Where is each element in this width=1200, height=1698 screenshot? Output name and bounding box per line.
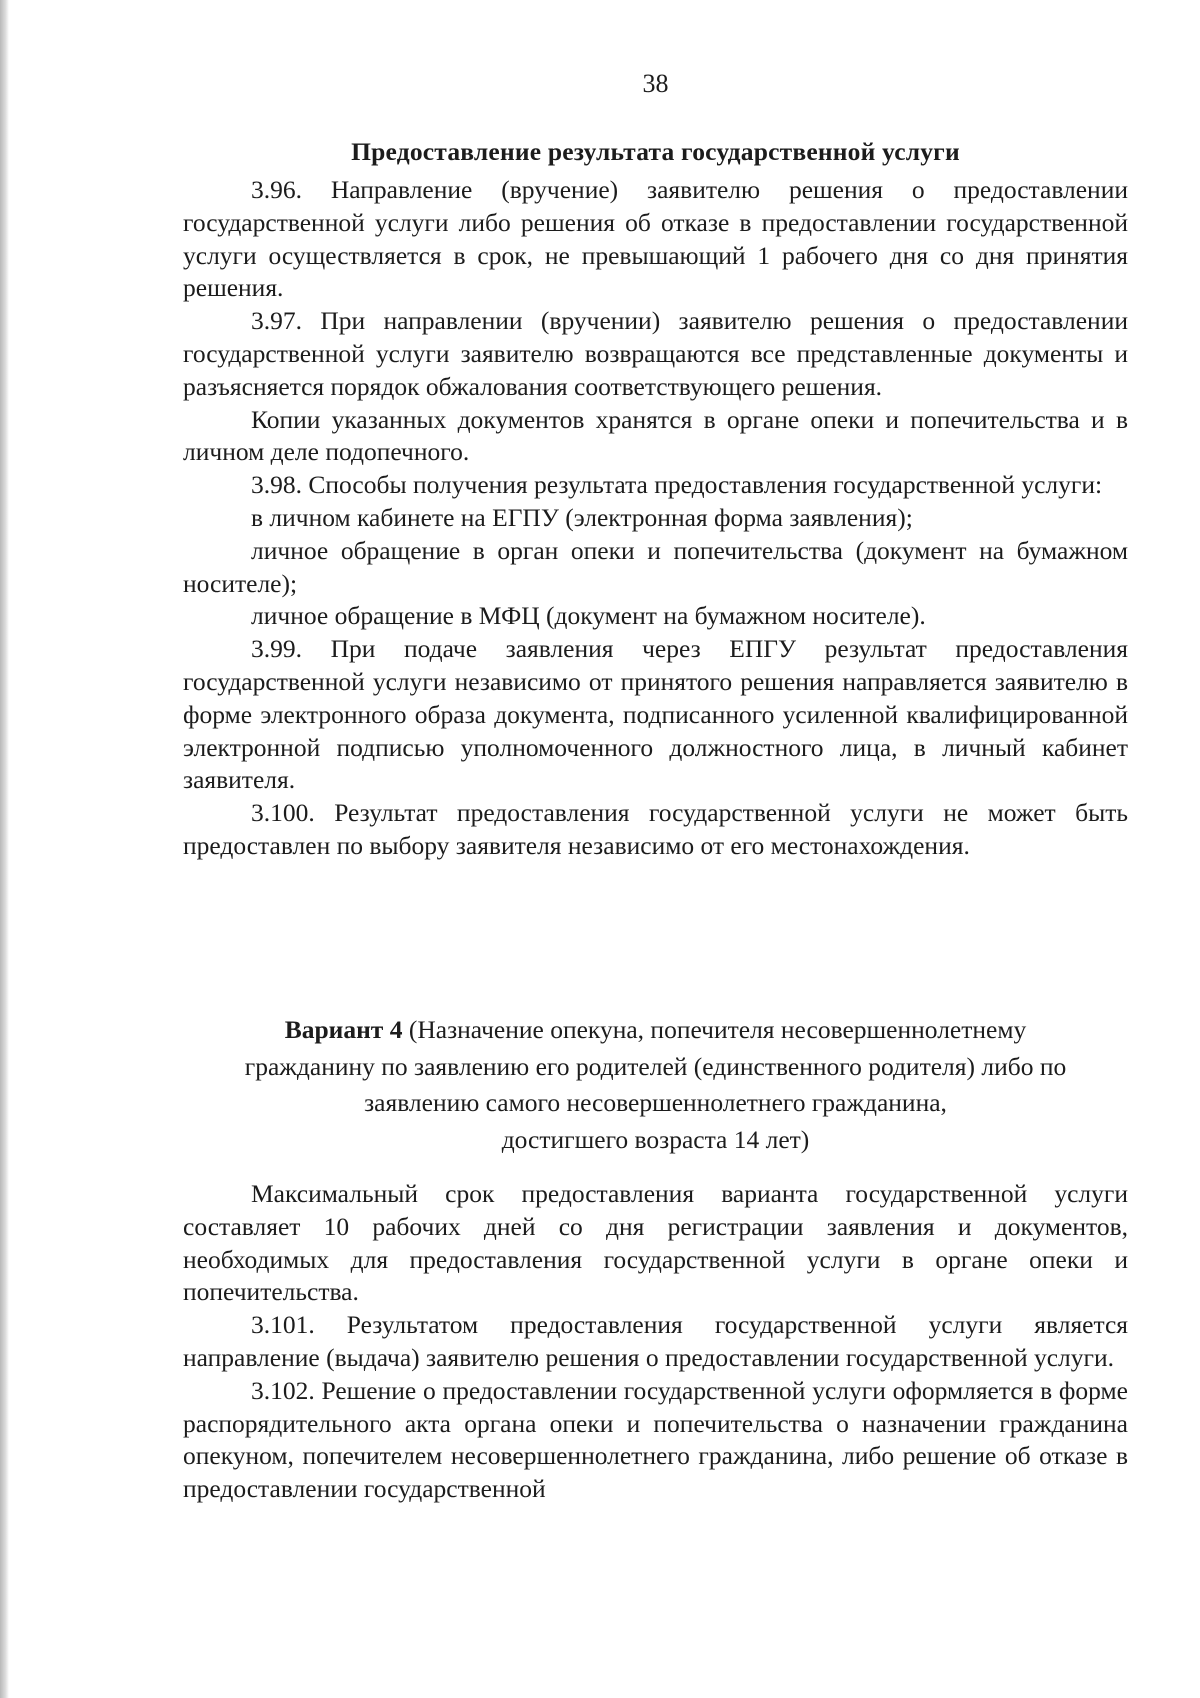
paragraph-3-99: 3.99. При подаче заявления через ЕПГУ результат предоставления государственной услуги независимо от принятого решения направляется заявителю в форме электронного образа документа, подписанного усиленной квалифицированной электронной подписью уполномоченного должностного лица, в личный кабинет заявителя. [183,634,1128,795]
variant-heading-text: (Назначение опекуна, попечителя несовершеннолетнему [402,1015,1027,1044]
paragraph-block-a [183,174,1128,863]
paragraph-3-98: 3.98. Способы получения результата предоставления государственной услуги: [251,470,1103,500]
scan-edge-shadow [0,0,9,1698]
paragraph-3-102: 3.102. Решение о предоставлении государственной услуги оформляется в форме распорядительного акта органа опеки и попечительства о назначении гражданина опекуном, попечителем несовершеннолетнего гражданина, либо решение об отказе в предоставлении государственной [183,1375,1128,1504]
variant-heading-line-1 [183,1012,1128,1049]
page-number: 38 [642,69,669,98]
paragraph-copies: Копии указанных документов хранятся в органе опеки и попечительства и в личном деле подопечного. [183,404,1128,467]
paragraph-3-97: 3.97. При направлении (вручении) заявителю решения о предоставлении государственной услуги заявителю возвращаются все представленные документы и разъясняется порядок обжалования соответствующего решения. [183,306,1128,401]
paragraph-3-96: 3.96. Направление (вручение) заявителю решения о предоставлении государственной услуги либо решения об отказе в предоставлении государственной услуги осуществляется в срок, не превышающий 1 рабочего дня со дня принятия решения. [183,175,1128,303]
list-item-mfc: личное обращение в МФЦ (документ на бумажном носителе). [251,601,926,631]
list-item-cabinet: в личном кабинете на ЕГПУ (электронная форма заявления); [251,502,913,532]
variant-heading [183,1012,1128,1158]
paragraph-block-b [183,1178,1128,1506]
variant-heading-line-3: заявлению самого несовершеннолетнего гражданина, [364,1088,947,1117]
paragraph-3-100: 3.100. Результат предоставления государственной услуги не может быть предоставлен по выбору заявителя независимо от его местонахождения. [183,798,1128,860]
variant-heading-line-4: достигшего возраста 14 лет) [501,1124,810,1154]
variant-label: Вариант 4 [284,1015,403,1044]
list-item-guardianship-office: личное обращение в орган опеки и попечительства (документ на бумажном носителе); [183,535,1128,598]
variant-heading-line-2: гражданину по заявлению его родителей (единственного родителя) либо по [244,1051,1067,1081]
paragraph-3-101: 3.101. Результатом предоставления государственной услуги является направление (выдача) заявителю решения о предоставлении государственной услуги. [183,1310,1128,1372]
paragraph-max-term: Максимальный срок предоставления варианта государственной услуги составляет 10 рабочих дней со дня регистрации заявления и документов, необходимых для предоставления государственной услуги в органе опеки и попечительства. [183,1179,1128,1307]
section-heading: Предоставление результата государственной услуги [351,137,960,166]
